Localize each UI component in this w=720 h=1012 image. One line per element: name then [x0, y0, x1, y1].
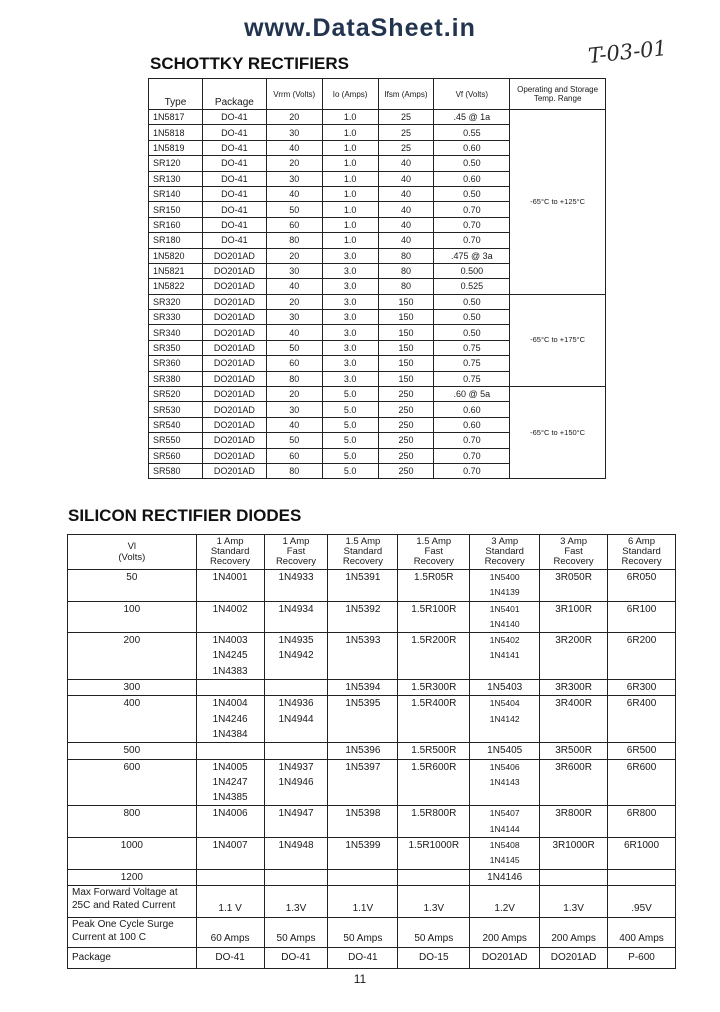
- schottky-body: [149, 110, 606, 479]
- io-cell: 1.0: [322, 233, 378, 248]
- part-cell: 6R400: [608, 696, 676, 743]
- part-cell: [264, 869, 328, 885]
- type-cell: SR330: [149, 310, 203, 325]
- io-cell: 5.0: [322, 402, 378, 417]
- ifsm-cell: 80: [378, 263, 434, 278]
- part-cell: [328, 869, 398, 885]
- ifsm-cell: 40: [378, 156, 434, 171]
- package-cell: DO-15: [398, 947, 470, 968]
- ifsm-cell: 250: [378, 448, 434, 463]
- part-cell: 1N4001: [196, 570, 264, 602]
- package-cell: DO201AD: [202, 294, 266, 309]
- header-voltage: Vl (Volts): [68, 535, 197, 570]
- part-cell: 1N4936 1N4944: [264, 696, 328, 743]
- part-cell: 1N5398: [328, 806, 398, 838]
- vf-cell: .475 @ 3a: [434, 248, 510, 263]
- header-series: 1 Amp Fast Recovery: [264, 535, 328, 570]
- type-cell: SR530: [149, 402, 203, 417]
- part-cell: 3R800R: [540, 806, 608, 838]
- package-cell: DO201AD: [470, 947, 540, 968]
- max_forward-cell: .95V: [608, 885, 676, 917]
- voltage-cell: 50: [68, 570, 197, 602]
- surge-cell: 200 Amps: [540, 917, 608, 947]
- type-cell: SR140: [149, 186, 203, 201]
- part-cell: 1N4146: [470, 869, 540, 885]
- part-cell: 1N5407 1N4144: [470, 806, 540, 838]
- part-cell: 3R200R: [540, 633, 608, 680]
- package-cell: DO201AD: [202, 448, 266, 463]
- voltage-cell: 200: [68, 633, 197, 680]
- surge-cell: 50 Amps: [328, 917, 398, 947]
- part-cell: 6R500: [608, 743, 676, 759]
- voltage-cell: 1000: [68, 838, 197, 870]
- part-cell: 3R300R: [540, 680, 608, 696]
- part-cell: 1N4935 1N4942: [264, 633, 328, 680]
- vf-cell: 0.70: [434, 233, 510, 248]
- ifsm-cell: 25: [378, 125, 434, 140]
- part-cell: [196, 869, 264, 885]
- vf-cell: 0.500: [434, 263, 510, 278]
- part-cell: 1N5403: [470, 680, 540, 696]
- type-cell: SR340: [149, 325, 203, 340]
- package-cell: DO-41: [202, 217, 266, 232]
- ifsm-cell: 80: [378, 248, 434, 263]
- io-cell: 5.0: [322, 417, 378, 432]
- silicon-surge-row: [68, 917, 676, 947]
- vrrm-cell: 30: [266, 310, 322, 325]
- surge-cell: 50 Amps: [398, 917, 470, 947]
- type-cell: SR360: [149, 356, 203, 371]
- io-cell: 5.0: [322, 448, 378, 463]
- silicon-row: [68, 743, 676, 759]
- part-cell: 1N5400 1N4139: [470, 570, 540, 602]
- package-cell: DO-41: [202, 171, 266, 186]
- voltage-cell: 800: [68, 806, 197, 838]
- package-cell: DO-41: [202, 140, 266, 155]
- ifsm-cell: 150: [378, 294, 434, 309]
- io-cell: 5.0: [322, 387, 378, 402]
- part-cell: 3R400R: [540, 696, 608, 743]
- vf-cell: 0.55: [434, 125, 510, 140]
- part-cell: 6R200: [608, 633, 676, 680]
- vf-cell: 0.50: [434, 156, 510, 171]
- type-cell: SR320: [149, 294, 203, 309]
- vf-cell: 0.70: [434, 217, 510, 232]
- vf-cell: 0.50: [434, 186, 510, 201]
- header-series: 3 Amp Standard Recovery: [470, 535, 540, 570]
- schottky-row: [149, 387, 606, 402]
- package-cell: DO-41: [264, 947, 328, 968]
- io-cell: 3.0: [322, 279, 378, 294]
- ifsm-cell: 150: [378, 325, 434, 340]
- vrrm-cell: 60: [266, 356, 322, 371]
- header-series: 1.5 Amp Standard Recovery: [328, 535, 398, 570]
- vf-cell: 0.70: [434, 433, 510, 448]
- part-cell: 1N5394: [328, 680, 398, 696]
- type-cell: SR520: [149, 387, 203, 402]
- ifsm-cell: 40: [378, 233, 434, 248]
- part-cell: 1.5R600R: [398, 759, 470, 806]
- part-cell: 1N4947: [264, 806, 328, 838]
- silicon-row: [68, 806, 676, 838]
- voltage-cell: 300: [68, 680, 197, 696]
- type-cell: 1N5822: [149, 279, 203, 294]
- part-cell: 1.5R800R: [398, 806, 470, 838]
- package-cell: DO201AD: [202, 263, 266, 278]
- vrrm-cell: 20: [266, 387, 322, 402]
- io-cell: 3.0: [322, 310, 378, 325]
- package-cell: DO-41: [202, 125, 266, 140]
- part-cell: 1N4005 1N4247 1N4385: [196, 759, 264, 806]
- vf-cell: 0.525: [434, 279, 510, 294]
- io-cell: 1.0: [322, 125, 378, 140]
- io-cell: 3.0: [322, 356, 378, 371]
- package-cell: DO-41: [196, 947, 264, 968]
- surge-cell: 60 Amps: [196, 917, 264, 947]
- package-cell: DO201AD: [202, 463, 266, 478]
- io-cell: 3.0: [322, 294, 378, 309]
- package-cell: DO201AD: [202, 417, 266, 432]
- max_forward-cell: 1.3V: [540, 885, 608, 917]
- voltage-cell: 600: [68, 759, 197, 806]
- voltage-cell: 400: [68, 696, 197, 743]
- silicon-title: SILICON RECTIFIER DIODES: [68, 506, 302, 525]
- io-cell: 1.0: [322, 202, 378, 217]
- vf-cell: 0.75: [434, 371, 510, 386]
- ifsm-cell: 25: [378, 140, 434, 155]
- type-cell: 1N5819: [149, 140, 203, 155]
- part-cell: 1N4004 1N4246 1N4384: [196, 696, 264, 743]
- part-cell: 1N5402 1N4141: [470, 633, 540, 680]
- part-cell: 1N5396: [328, 743, 398, 759]
- part-cell: [264, 743, 328, 759]
- part-cell: 1.5R200R: [398, 633, 470, 680]
- page-number: 11: [353, 972, 367, 986]
- silicon-row: [68, 570, 676, 602]
- vf-cell: .60 @ 5a: [434, 387, 510, 402]
- silicon-row: [68, 696, 676, 743]
- package-cell: DO-41: [202, 156, 266, 171]
- vrrm-cell: 30: [266, 402, 322, 417]
- vrrm-cell: 80: [266, 463, 322, 478]
- silicon-body: [68, 570, 676, 969]
- vf-cell: 0.60: [434, 140, 510, 155]
- ifsm-cell: 250: [378, 402, 434, 417]
- handwritten-annotation: T-03-01: [586, 35, 668, 69]
- vrrm-cell: 40: [266, 279, 322, 294]
- io-cell: 1.0: [322, 171, 378, 186]
- max_forward-cell: 1.2V: [470, 885, 540, 917]
- silicon-row: [68, 869, 676, 885]
- ifsm-cell: 40: [378, 186, 434, 201]
- vrrm-cell: 20: [266, 110, 322, 125]
- package-cell: DO201AD: [202, 356, 266, 371]
- part-cell: 6R800: [608, 806, 676, 838]
- type-cell: SR150: [149, 202, 203, 217]
- surge-cell: 400 Amps: [608, 917, 676, 947]
- part-cell: 1N5405: [470, 743, 540, 759]
- header-vf: Vf (Volts): [434, 79, 510, 110]
- part-cell: 1N5392: [328, 601, 398, 633]
- io-cell: 5.0: [322, 433, 378, 448]
- header-type: Type: [149, 79, 203, 110]
- type-cell: SR560: [149, 448, 203, 463]
- part-cell: 3R500R: [540, 743, 608, 759]
- voltage-cell: 1200: [68, 869, 197, 885]
- header-series: 3 Amp Fast Recovery: [540, 535, 608, 570]
- part-cell: 6R600: [608, 759, 676, 806]
- part-cell: 1N5404 1N4142: [470, 696, 540, 743]
- type-cell: SR380: [149, 371, 203, 386]
- part-cell: 1N5395: [328, 696, 398, 743]
- ifsm-cell: 40: [378, 202, 434, 217]
- type-cell: SR550: [149, 433, 203, 448]
- silicon-table: [67, 534, 676, 969]
- package-cell: P-600: [608, 947, 676, 968]
- schottky-row: [149, 110, 606, 125]
- silicon-row: [68, 601, 676, 633]
- header-temp-range: Operating and Storage Temp. Range: [510, 79, 606, 110]
- silicon-row: [68, 633, 676, 680]
- io-cell: 1.0: [322, 186, 378, 201]
- vf-cell: 0.70: [434, 448, 510, 463]
- vrrm-cell: 40: [266, 417, 322, 432]
- part-cell: 1N4933: [264, 570, 328, 602]
- package-cell: DO201AD: [202, 325, 266, 340]
- header-io: Io (Amps): [322, 79, 378, 110]
- header-series: 1 Amp Standard Recovery: [196, 535, 264, 570]
- package-cell: DO-41: [328, 947, 398, 968]
- io-cell: 3.0: [322, 325, 378, 340]
- vf-cell: 0.50: [434, 325, 510, 340]
- vf-cell: .45 @ 1a: [434, 110, 510, 125]
- io-cell: 1.0: [322, 140, 378, 155]
- type-cell: SR350: [149, 340, 203, 355]
- part-cell: 1.5R400R: [398, 696, 470, 743]
- schottky-row: [149, 294, 606, 309]
- part-cell: 6R300: [608, 680, 676, 696]
- vf-cell: 0.50: [434, 294, 510, 309]
- ifsm-cell: 150: [378, 371, 434, 386]
- type-cell: SR160: [149, 217, 203, 232]
- ifsm-cell: 250: [378, 417, 434, 432]
- site-url: www.DataSheet.in: [244, 14, 476, 42]
- part-cell: 1N5399: [328, 838, 398, 870]
- package-cell: DO201AD: [202, 279, 266, 294]
- silicon-max_forward-row: [68, 885, 676, 917]
- io-cell: 3.0: [322, 263, 378, 278]
- max_forward-label: Max Forward Voltage at 25C and Rated Current: [68, 885, 197, 917]
- ifsm-cell: 40: [378, 171, 434, 186]
- header-vrrm: Vrrm (Volts): [266, 79, 322, 110]
- silicon-header-row: [68, 535, 676, 570]
- part-cell: 3R600R: [540, 759, 608, 806]
- header-ifsm: Ifsm (Amps): [378, 79, 434, 110]
- vrrm-cell: 20: [266, 156, 322, 171]
- surge-cell: 50 Amps: [264, 917, 328, 947]
- part-cell: 1N4006: [196, 806, 264, 838]
- temp-range-cell: -65°C to +150°C: [510, 387, 606, 479]
- vf-cell: 0.70: [434, 202, 510, 217]
- header-series: 6 Amp Standard Recovery: [608, 535, 676, 570]
- vrrm-cell: 30: [266, 263, 322, 278]
- package-cell: DO201AD: [202, 371, 266, 386]
- surge-label: Peak One Cycle Surge Current at 100 C: [68, 917, 197, 947]
- io-cell: 3.0: [322, 340, 378, 355]
- part-cell: 1.5R1000R: [398, 838, 470, 870]
- max_forward-cell: 1.1V: [328, 885, 398, 917]
- vrrm-cell: 50: [266, 433, 322, 448]
- io-cell: 3.0: [322, 371, 378, 386]
- ifsm-cell: 250: [378, 433, 434, 448]
- ifsm-cell: 150: [378, 340, 434, 355]
- part-cell: 1N5406 1N4143: [470, 759, 540, 806]
- package-cell: DO201AD: [202, 402, 266, 417]
- part-cell: [264, 680, 328, 696]
- part-cell: 1.5R100R: [398, 601, 470, 633]
- type-cell: 1N5820: [149, 248, 203, 263]
- max_forward-cell: 1.3V: [264, 885, 328, 917]
- surge-cell: 200 Amps: [470, 917, 540, 947]
- part-cell: 1N5397: [328, 759, 398, 806]
- io-cell: 1.0: [322, 156, 378, 171]
- type-cell: SR580: [149, 463, 203, 478]
- type-cell: SR130: [149, 171, 203, 186]
- part-cell: 1N4003 1N4245 1N4383: [196, 633, 264, 680]
- silicon-package-row: [68, 947, 676, 968]
- part-cell: 1N4002: [196, 601, 264, 633]
- part-cell: [608, 869, 676, 885]
- header-package: Package: [202, 79, 266, 110]
- io-cell: 5.0: [322, 463, 378, 478]
- part-cell: [540, 869, 608, 885]
- header-series: 1.5 Amp Fast Recovery: [398, 535, 470, 570]
- vrrm-cell: 80: [266, 233, 322, 248]
- ifsm-cell: 40: [378, 217, 434, 232]
- ifsm-cell: 250: [378, 463, 434, 478]
- part-cell: 1N4007: [196, 838, 264, 870]
- vrrm-cell: 30: [266, 125, 322, 140]
- vrrm-cell: 60: [266, 448, 322, 463]
- type-cell: SR120: [149, 156, 203, 171]
- part-cell: 1N4937 1N4946: [264, 759, 328, 806]
- part-cell: [196, 743, 264, 759]
- voltage-cell: 500: [68, 743, 197, 759]
- max_forward-cell: 1.1 V: [196, 885, 264, 917]
- package-cell: DO-41: [202, 186, 266, 201]
- part-cell: 1N5393: [328, 633, 398, 680]
- type-cell: 1N5818: [149, 125, 203, 140]
- vf-cell: 0.60: [434, 402, 510, 417]
- io-cell: 1.0: [322, 217, 378, 232]
- temp-range-cell: -65°C to +175°C: [510, 294, 606, 386]
- io-cell: 1.0: [322, 110, 378, 125]
- ifsm-cell: 250: [378, 387, 434, 402]
- io-cell: 3.0: [322, 248, 378, 263]
- vrrm-cell: 20: [266, 294, 322, 309]
- silicon-row: [68, 680, 676, 696]
- part-cell: 1.5R300R: [398, 680, 470, 696]
- package-cell: DO201AD: [202, 248, 266, 263]
- schottky-header-row: [149, 79, 606, 110]
- vf-cell: 0.50: [434, 310, 510, 325]
- type-cell: SR180: [149, 233, 203, 248]
- package-label: Package: [68, 947, 197, 968]
- silicon-row: [68, 838, 676, 870]
- part-cell: 1.5R05R: [398, 570, 470, 602]
- ifsm-cell: 150: [378, 310, 434, 325]
- part-cell: 3R100R: [540, 601, 608, 633]
- type-cell: SR540: [149, 417, 203, 432]
- vf-cell: 0.75: [434, 340, 510, 355]
- vrrm-cell: 40: [266, 186, 322, 201]
- part-cell: [196, 680, 264, 696]
- vf-cell: 0.70: [434, 463, 510, 478]
- voltage-cell: 100: [68, 601, 197, 633]
- part-cell: 3R1000R: [540, 838, 608, 870]
- schottky-title: SCHOTTKY RECTIFIERS: [150, 54, 349, 73]
- vrrm-cell: 80: [266, 371, 322, 386]
- part-cell: [398, 869, 470, 885]
- schottky-table: [148, 78, 606, 479]
- package-cell: DO-41: [202, 202, 266, 217]
- vrrm-cell: 30: [266, 171, 322, 186]
- type-cell: 1N5817: [149, 110, 203, 125]
- vrrm-cell: 20: [266, 248, 322, 263]
- vf-cell: 0.60: [434, 417, 510, 432]
- part-cell: 6R100: [608, 601, 676, 633]
- type-cell: 1N5821: [149, 263, 203, 278]
- package-cell: DO201AD: [202, 310, 266, 325]
- ifsm-cell: 25: [378, 110, 434, 125]
- part-cell: 1N4948: [264, 838, 328, 870]
- vf-cell: 0.75: [434, 356, 510, 371]
- vrrm-cell: 50: [266, 202, 322, 217]
- part-cell: 1.5R500R: [398, 743, 470, 759]
- package-cell: DO201AD: [202, 387, 266, 402]
- part-cell: 3R050R: [540, 570, 608, 602]
- part-cell: 6R050: [608, 570, 676, 602]
- vrrm-cell: 40: [266, 325, 322, 340]
- vrrm-cell: 50: [266, 340, 322, 355]
- max_forward-cell: 1.3V: [398, 885, 470, 917]
- vrrm-cell: 60: [266, 217, 322, 232]
- part-cell: 6R1000: [608, 838, 676, 870]
- part-cell: 1N5408 1N4145: [470, 838, 540, 870]
- package-cell: DO201AD: [202, 433, 266, 448]
- vrrm-cell: 40: [266, 140, 322, 155]
- ifsm-cell: 150: [378, 356, 434, 371]
- package-cell: DO-41: [202, 110, 266, 125]
- vf-cell: 0.60: [434, 171, 510, 186]
- package-cell: DO-41: [202, 233, 266, 248]
- package-cell: DO201AD: [202, 340, 266, 355]
- package-cell: DO201AD: [540, 947, 608, 968]
- part-cell: 1N5391: [328, 570, 398, 602]
- temp-range-cell: -65°C to +125°C: [510, 110, 606, 295]
- part-cell: 1N4934: [264, 601, 328, 633]
- part-cell: 1N5401 1N4140: [470, 601, 540, 633]
- silicon-row: [68, 759, 676, 806]
- ifsm-cell: 80: [378, 279, 434, 294]
